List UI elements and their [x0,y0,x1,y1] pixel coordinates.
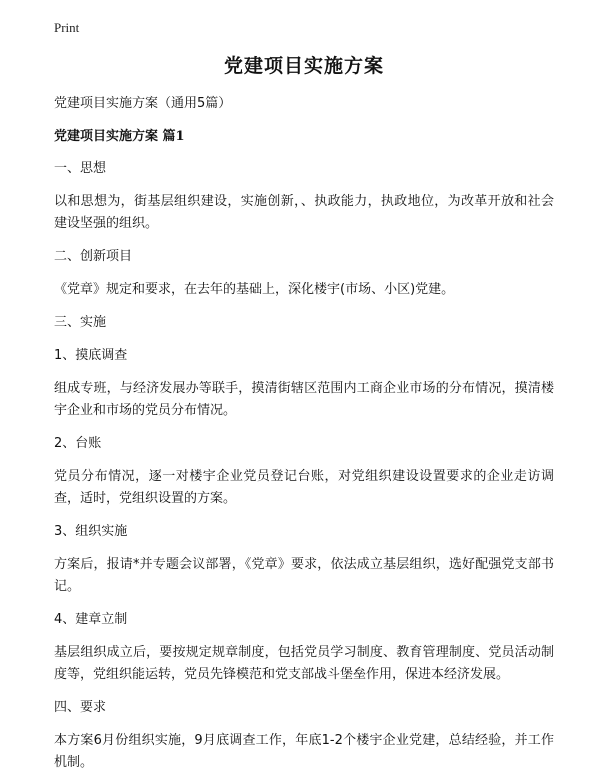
section-paragraph: 基层组织成立后，要按规定规章制度，包括党员学习制度、教育管理制度、党员活动制度等，党组织能运转，党员先锋模范和党支部战斗堡垒作用，保进本经济发展。 [54,645,554,682]
subsection-heading: 4、建章立制 [54,612,128,627]
section-heading: 一、思想 [54,161,107,176]
section-paragraph: 组成专班，与经济发展办等联手，摸清街辖区范围内工商企业市场的分布情况，摸清楼宇企业和市场的党员分布情况。 [54,381,554,418]
section-paragraph: 本方案6月份组织实施，9月底调查工作，年底1-2个楼宇企业党建，总结经验，并工作机制。 [54,733,554,770]
document-title: 党建项目实施方案 [223,55,384,77]
print-link[interactable]: Print [54,20,80,35]
document-subtitle: 党建项目实施方案（通用5篇） [54,96,232,111]
subsection-heading: 3、组织实施 [54,524,128,539]
subsection-heading: 1、摸底调查 [54,348,128,363]
document [54,52,554,774]
section-heading: 二、创新项目 [54,249,133,264]
section-heading: 四、要求 [54,700,107,715]
section-paragraph: 以和思想为，街基层组织建设，实施创新，、执政能力，执政地位，为改革开放和社会建设坚强的组织。 [54,194,554,231]
article-heading: 党建项目实施方案 篇1 [54,129,185,144]
subsection-heading: 2、台账 [54,436,102,451]
section-paragraph: 党员分布情况，逐一对楼宇企业党员登记台账，对党组织建设设置要求的企业走访调查，适时，党组织设置的方案。 [54,469,554,506]
section-heading: 三、实施 [54,315,107,330]
section-paragraph: 方案后，报请*并专题会议部署，《党章》要求，依法成立基层组织，选好配强党支部书记。 [54,557,554,594]
section-paragraph: 《党章》规定和要求，在去年的基础上，深化楼宇(市场、小区)党建。 [54,282,455,297]
